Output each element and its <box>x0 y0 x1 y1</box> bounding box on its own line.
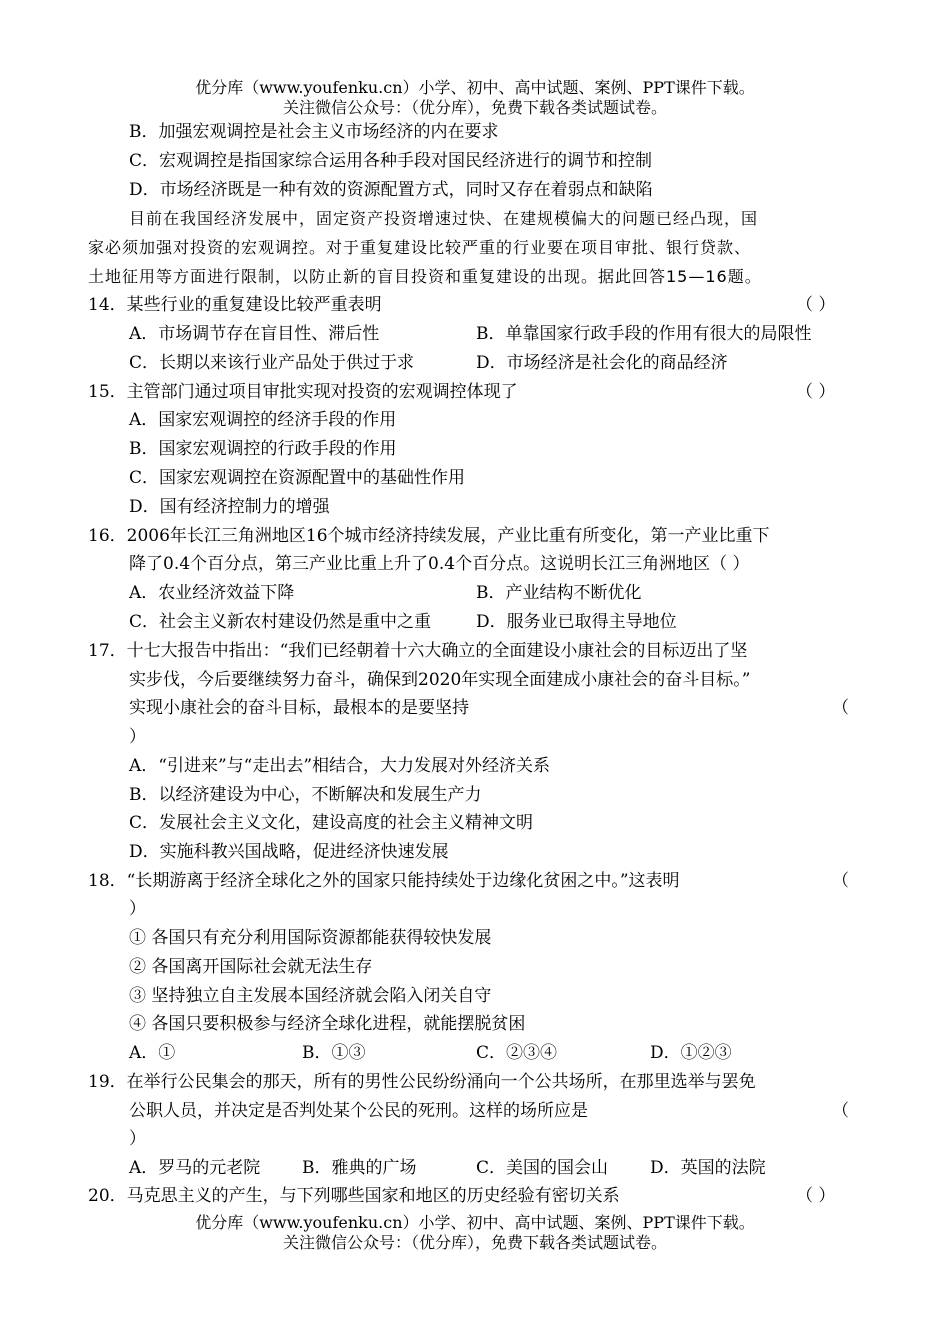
header-line-2: 关注微信公众号：（优分库），免费下载各类试题试卷。 <box>282 98 667 117</box>
q18-stem: 18．“长期游离于经济全球化之外的国家只能持续处于边缘化贫困之中。”这表明 <box>88 871 680 891</box>
q17-paren-close: ） <box>129 727 146 747</box>
q13-option-c: C．宏观调控是指国家综合运用各种手段对国民经济进行的调节和控制 <box>129 151 653 171</box>
q14-option-d: D．市场经济是社会化的商品经济 <box>476 353 728 373</box>
material-line-1: 目前在我国经济发展中，固定资产投资增速过快、在建规模偏大的问题已经凸现，国 <box>129 209 759 228</box>
q16-stem-line-1: 16．2006年长江三角洲地区16个城市经济持续发展，产业比重有所变化，第一产业比重下 <box>88 526 770 546</box>
q15-option-d: D．国有经济控制力的增强 <box>129 497 330 517</box>
q14-answer-blank: （ ） <box>796 295 836 315</box>
q15-option-a: A．国家宏观调控的经济手段的作用 <box>129 410 397 430</box>
q18-paren-open: （ <box>832 871 849 891</box>
q18-option-a: A．① <box>129 1043 176 1063</box>
q17-paren-open: （ <box>832 698 849 718</box>
q18-option-c: C．②③④ <box>476 1043 558 1063</box>
q19-option-a: A．罗马的元老院 <box>129 1158 261 1178</box>
header-line-1: 优分库（www.youfenku.cn）小学、初中、高中试题、案例、PPT课件下载。 <box>195 78 755 97</box>
q14-stem: 14．某些行业的重复建设比较严重表明 <box>88 295 382 315</box>
q17-stem-line-2: 实步伐，今后要继续努力奋斗，确保到2020年实现全面建成小康社会的奋斗目标。” <box>129 670 751 690</box>
q19-stem-line-2: 公职人员，并决定是否判处某个公民的死刑。这样的场所应是 <box>129 1101 588 1121</box>
q17-option-b: B．以经济建设为中心，不断解决和发展生产力 <box>129 785 482 805</box>
q19-option-d: D．英国的法院 <box>650 1158 766 1178</box>
q19-stem-line-1: 19．在举行公民集会的那天，所有的男性公民纷纷涌向一个公共场所，在那里选举与罢免 <box>88 1072 756 1092</box>
q17-stem-line-1: 17．十七大报告中指出：“我们已经朝着十六大确立的全面建设小康社会的目标迈出了坚 <box>88 641 748 661</box>
q18-statement-2: ② 各国离开国际社会就无法生存 <box>129 957 373 977</box>
q19-option-b: B．雅典的广场 <box>302 1158 417 1178</box>
q14-option-b: B．单靠国家行政手段的作用有很大的局限性 <box>476 324 812 344</box>
q20-stem: 20．马克思主义的产生，与下列哪些国家和地区的历史经验有密切关系 <box>88 1186 620 1206</box>
q16-stem-line-2: 降了0.4个百分点，第三产业比重上升了0.4个百分点。这说明长江三角洲地区（ ） <box>129 554 750 574</box>
q17-option-d: D．实施科教兴国战略，促进经济快速发展 <box>129 842 449 862</box>
q19-paren-close: ） <box>129 1129 146 1149</box>
q14-option-a: A．市场调节存在盲目性、滞后性 <box>129 324 380 344</box>
q20-answer-blank: （ ） <box>796 1186 836 1206</box>
q18-statement-3: ③ 坚持独立自主发展本国经济就会陷入闭关自守 <box>129 986 492 1006</box>
q15-answer-blank: （ ） <box>796 382 836 402</box>
q18-option-d: D．①②③ <box>650 1043 732 1063</box>
q15-option-c: C．国家宏观调控在资源配置中的基础性作用 <box>129 468 466 488</box>
q16-option-c: C．社会主义新农村建设仍然是重中之重 <box>129 612 432 632</box>
q17-option-a: A．“引进来”与“走出去”相结合，大力发展对外经济关系 <box>129 756 551 776</box>
footer-line-2: 关注微信公众号：（优分库），免费下载各类试题试卷。 <box>282 1233 667 1252</box>
q15-stem: 15．主管部门通过项目审批实现对投资的宏观调控体现了 <box>88 382 518 402</box>
material-line-2: 家必须加强对投资的宏观调控。对于重复建设比较严重的行业要在项目审批、银行贷款、 <box>88 238 752 257</box>
q16-option-b: B．产业结构不断优化 <box>476 583 642 603</box>
q17-option-c: C．发展社会主义文化，建设高度的社会主义精神文明 <box>129 813 534 833</box>
q14-option-c: C．长期以来该行业产品处于供过于求 <box>129 353 415 373</box>
q18-option-b: B．①③ <box>302 1043 366 1063</box>
material-line-3: 土地征用等方面进行限制，以防止新的盲目投资和重复建设的出现。据此回答15—16题。 <box>88 267 762 286</box>
q18-paren-close: ） <box>129 899 146 919</box>
q15-option-b: B．国家宏观调控的行政手段的作用 <box>129 439 397 459</box>
q18-statement-4: ④ 各国只要积极参与经济全球化进程，就能摆脱贫困 <box>129 1014 526 1034</box>
q13-option-b: B．加强宏观调控是社会主义市场经济的内在要求 <box>129 122 499 142</box>
footer-line-1: 优分库（www.youfenku.cn）小学、初中、高中试题、案例、PPT课件下载。 <box>195 1213 755 1232</box>
q13-option-d: D．市场经济既是一种有效的资源配置方式，同时又存在着弱点和缺陷 <box>129 180 653 200</box>
q17-stem-line-3: 实现小康社会的奋斗目标，最根本的是要坚持 <box>129 698 469 718</box>
q19-paren-open: （ <box>832 1101 849 1121</box>
q18-statement-1: ① 各国只有充分利用国际资源都能获得较快发展 <box>129 928 492 948</box>
q16-option-d: D．服务业已取得主导地位 <box>476 612 677 632</box>
q16-option-a: A．农业经济效益下降 <box>129 583 295 603</box>
q19-option-c: C．美国的国会山 <box>476 1158 609 1178</box>
